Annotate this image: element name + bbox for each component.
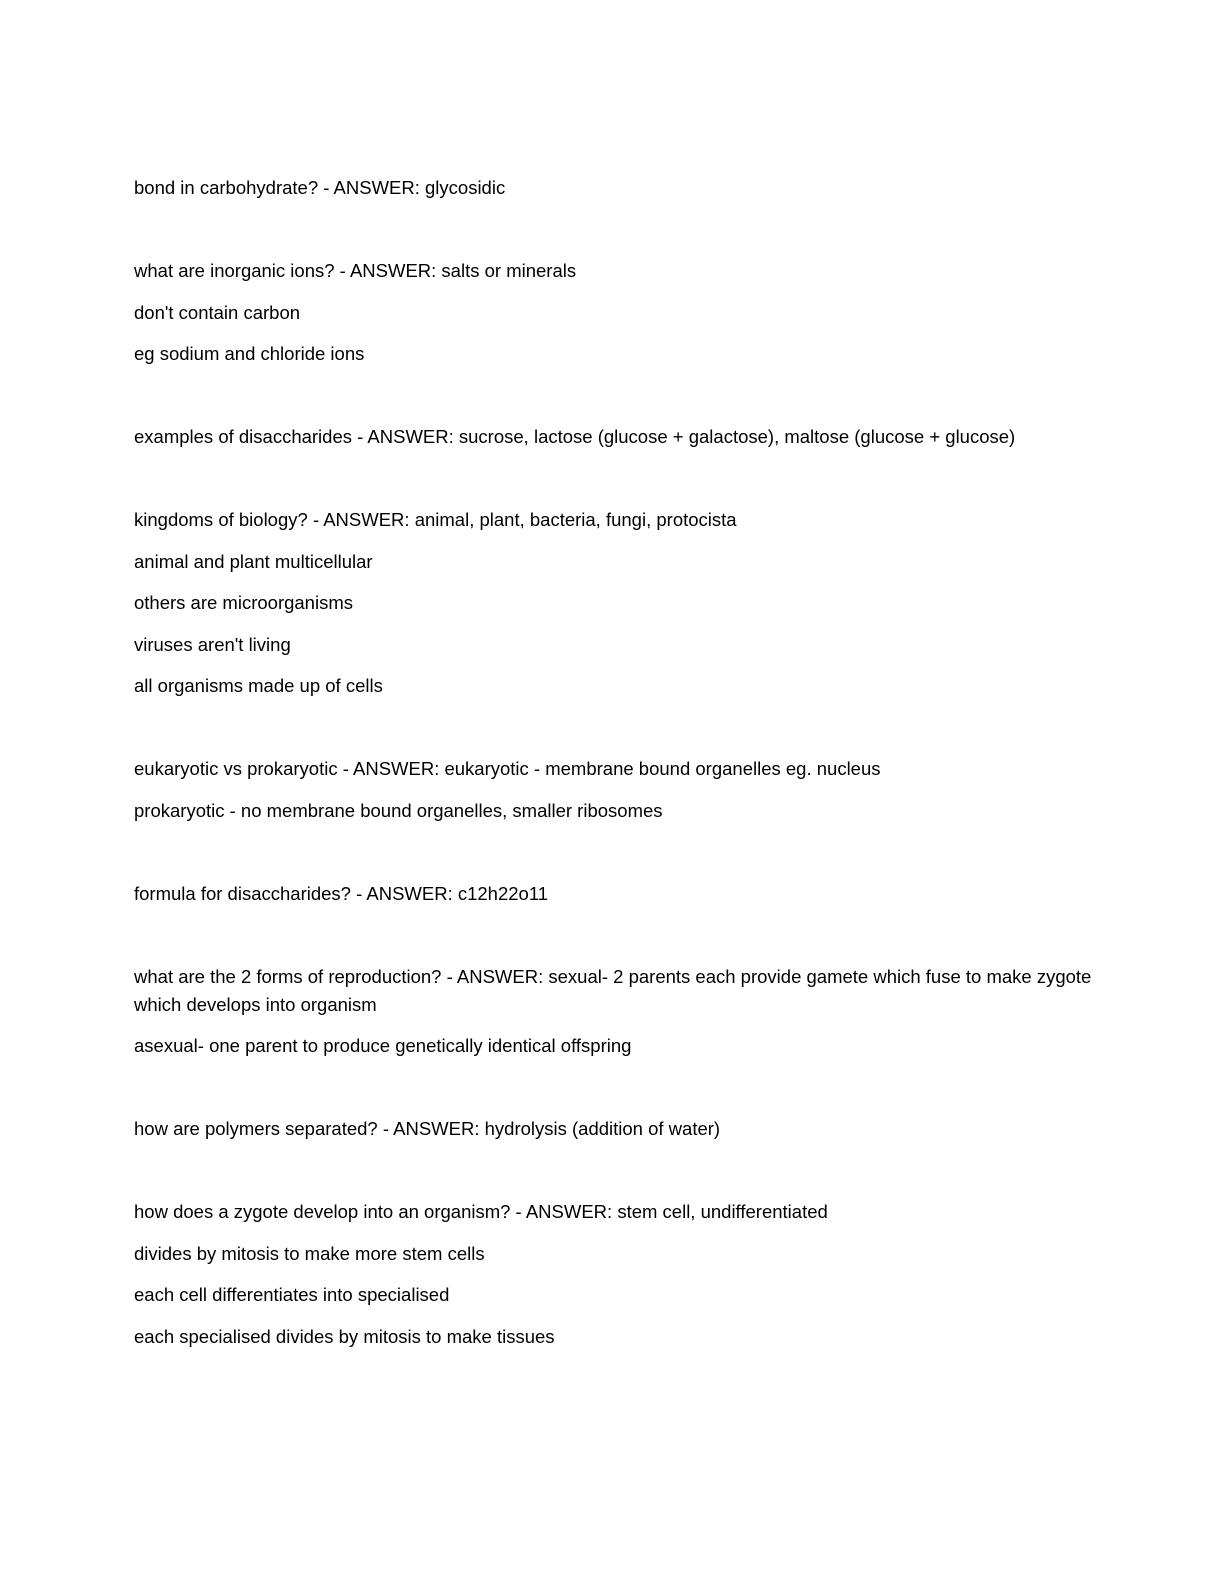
qa-block-reproduction [134, 963, 1094, 1061]
question-line: formula for disaccharides? - ANSWER: c12h22o11 [134, 882, 549, 904]
answer-line: others are microorganisms [134, 592, 353, 613]
qa-block-polymers [134, 1115, 1094, 1143]
answer-line: eg sodium and chloride ions [134, 343, 365, 364]
answer-line: don't contain carbon [134, 301, 301, 323]
answer-line: each cell differentiates into specialised [134, 1284, 450, 1305]
answer-line: prokaryotic - no membrane bound organelles, smaller ribosomes [134, 799, 663, 821]
question-line: kingdoms of biology? - ANSWER: animal, plant, bacteria, fungi, protocista [134, 509, 737, 530]
qa-block-kingdoms [134, 506, 1094, 700]
question-line: bond in carbohydrate? - ANSWER: glycosidic [134, 177, 506, 198]
qa-block-eukaryotic-prokaryotic [134, 755, 1094, 825]
answer-line: animal and plant multicellular [134, 550, 373, 572]
qa-block-disaccharide-examples [134, 423, 1094, 451]
question-line: eukaryotic vs prokaryotic - ANSWER: eukaryotic - membrane bound organelles eg. nucleus [134, 758, 881, 779]
qa-block-zygote [134, 1198, 1094, 1351]
question-line: how does a zygote develop into an organism? - ANSWER: stem cell, undifferentiated [134, 1201, 828, 1222]
question-line: what are inorganic ions? - ANSWER: salts or minerals [134, 260, 577, 281]
question-line: examples of disaccharides - ANSWER: sucrose, lactose (glucose + galactose), maltose (glucose + glucose) [134, 426, 1016, 447]
document-body [134, 174, 1094, 1406]
qa-block-carbohydrate-bond [134, 174, 1094, 202]
question-line: how are polymers separated? - ANSWER: hydrolysis (addition of water) [134, 1118, 721, 1139]
answer-line: asexual- one parent to produce genetically identical offspring [134, 1035, 632, 1056]
qa-block-disaccharide-formula [134, 880, 1094, 908]
question-line: what are the 2 forms of reproduction? - ANSWER: sexual- 2 parents each provide gamete which fuse to make zygote which develops into organism [134, 965, 1092, 1015]
answer-line: viruses aren't living [134, 633, 291, 655]
answer-line: divides by mitosis to make more stem cells [134, 1242, 485, 1264]
qa-block-inorganic-ions [134, 257, 1094, 368]
answer-line: all organisms made up of cells [134, 675, 383, 696]
answer-line: each specialised divides by mitosis to make tissues [134, 1325, 555, 1347]
